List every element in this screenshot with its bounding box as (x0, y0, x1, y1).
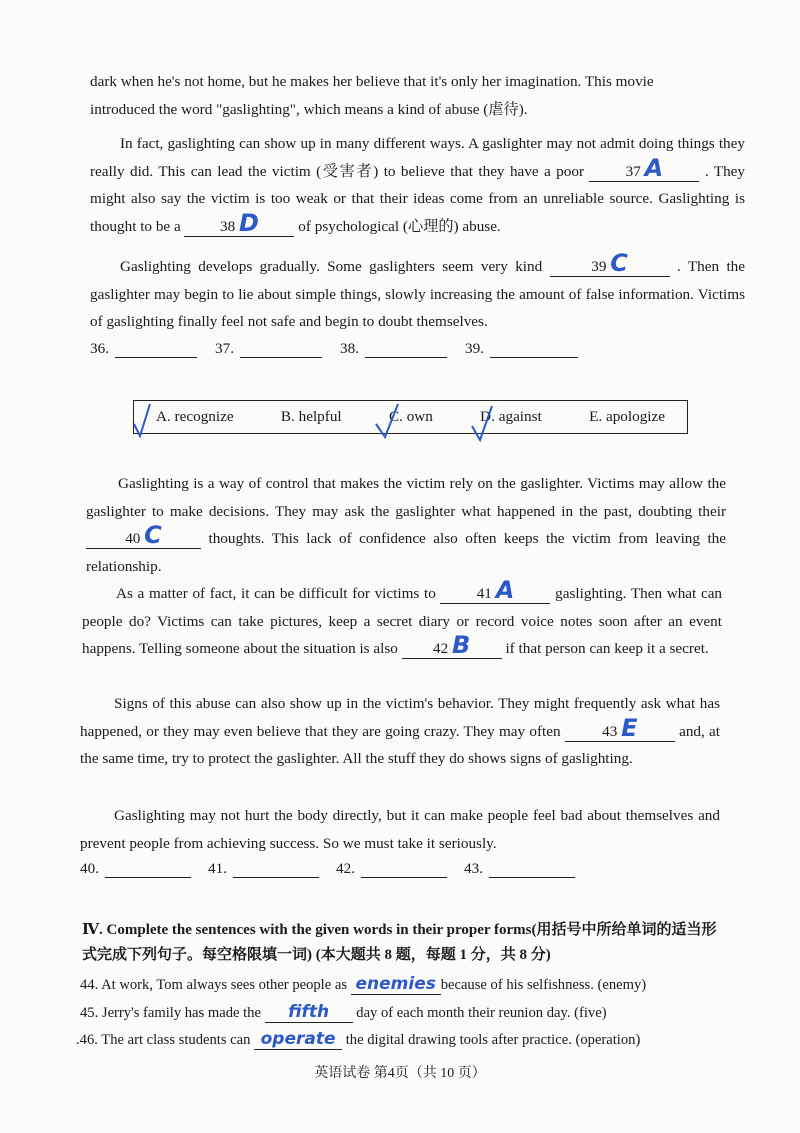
option-c: C. own (388, 408, 433, 425)
sentence-45-text-a: 45. Jerry's family has made the (80, 1005, 261, 1021)
paragraph-5-text-a: As a matter of fact, it can be difficult for victims to (116, 585, 436, 602)
answer-label-38: 38. (340, 340, 359, 357)
sentence-44 (80, 972, 646, 998)
answer-label-36: 36. (90, 340, 109, 357)
blank-42-number: 42 (433, 640, 449, 657)
handwritten-answer-41: A (495, 576, 515, 604)
blank-38-number: 38 (220, 217, 236, 235)
paragraph-4-text-a: Gaslighting is a way of control that makes the victim rely on the gaslighter. Victims may allow the gaslighter to make decisions. They may ask the gaslighter what happened in the past, doubting their (86, 475, 726, 520)
sentence-46-text-a: .46. The art class students can (76, 1032, 251, 1048)
checkmark-a-icon (134, 404, 150, 436)
handwritten-answer-39: C (610, 249, 628, 277)
blank-43-number: 43 (602, 722, 618, 740)
handwritten-answer-45: fifth (288, 1002, 330, 1022)
blank-44[interactable] (351, 975, 441, 995)
paragraph-6 (80, 690, 720, 773)
option-e: E. apologize (589, 408, 665, 425)
blank-46[interactable] (254, 1030, 342, 1050)
handwritten-answer-42: B (452, 631, 471, 659)
answer-row-40-43 (80, 860, 592, 878)
handwritten-answer-43: E (621, 713, 638, 742)
sentence-46-text-b: the digital drawing tools after practice. (operation) (345, 1032, 641, 1048)
paragraph-1-line-2: introduced the word "gaslighting", which means a kind of abuse (虐待). (90, 100, 528, 118)
answer-label-42: 42. (336, 860, 355, 877)
paragraph-3-text-a: Gaslighting develops gradually. Some gaslighters seem very kind (120, 258, 543, 275)
paragraph-4 (86, 470, 726, 580)
option-a: A. recognize (156, 408, 234, 425)
option-b: B. helpful (280, 408, 342, 425)
answer-label-40: 40. (80, 860, 99, 877)
answer-label-43: 43. (464, 860, 483, 877)
paragraph-5-text-e: if that person can keep it a secret. (505, 640, 709, 657)
blank-37-number: 37 (625, 162, 641, 180)
answer-line-40[interactable] (80, 860, 208, 878)
answer-label-41: 41. (208, 860, 227, 877)
paragraph-2-text-a: In fact, gaslighting can show up in many different ways. A gaslighter may not admit doing things they really did. This can lead the victim (受害者) to believe that they have a poor (90, 135, 745, 180)
sentence-45 (80, 1000, 607, 1026)
checkmark-c-icon (376, 404, 398, 437)
section-4-title: Ⅳ. Complete the sentences with the given words in their proper forms(用括号中所给单词的适当形式完成下列句子。每空格限填一词) (本大题共 8 题，每题 1 分，共 8 分) (82, 922, 717, 963)
sentence-45-text-b: day of each month their reunion day. (five) (356, 1005, 607, 1021)
paragraph-3-text-c: . Then the gaslighter may begin to lie about simple things, slowly increasing the amount of false information. Victims of gaslighting finally feel not safe and begin to doubt themselves. (90, 258, 745, 330)
answer-line-43[interactable] (464, 860, 592, 878)
paragraph-6-text-c: and, at the same time, try to protect the gaslighter. All the stuff they do shows signs of gaslighting. (80, 722, 721, 767)
paragraph-7-text: Gaslighting may not hurt the body directly, but it can make people feel bad about themselves and prevent people from achieving success. So we must take it seriously. (80, 807, 720, 852)
paragraph-2-text-c: . They might also say the victim is too weak or that their ideas come from an unreliable source. Gaslighting is thought to be a (90, 162, 746, 235)
handwritten-answer-38: D (239, 208, 259, 237)
answer-label-37: 37. (215, 340, 234, 357)
paragraph-5-text-c: gaslighting. Then what can people do? Victims can take pictures, keep a secret diary or record voice notes soon after an event happens. Telling someone about the situation is also (82, 585, 723, 657)
paragraph-7 (80, 802, 720, 857)
blank-39-number: 39 (591, 258, 607, 275)
handwritten-answer-46: operate (260, 1029, 336, 1049)
blank-43 (565, 713, 675, 742)
paragraph-2-text-e: of psychological (心理的) abuse. (298, 217, 501, 235)
blank-40-number: 40 (125, 530, 141, 547)
handwritten-answer-37: A (644, 153, 664, 182)
handwritten-answer-40: C (144, 521, 162, 549)
answer-line-42[interactable] (336, 860, 464, 878)
paragraph-6-text-a: Signs of this abuse can also show up in the victim's behavior. They might frequently ask what has happened, or they may even believe that they are going crazy. They may often (80, 695, 720, 740)
blank-45[interactable] (265, 1003, 353, 1023)
sentence-44-text-b: because of his selfishness. (enemy) (440, 977, 647, 993)
handwritten-answer-44: enemies (355, 974, 436, 994)
answer-line-41[interactable] (208, 860, 336, 878)
blank-40 (86, 521, 201, 549)
blank-41-number: 41 (476, 585, 492, 602)
paragraph-1-line-1: dark when he's not home, but he makes her believe that it's only her imagination. This movie (90, 73, 654, 90)
paragraph-4-text-c: thoughts. This lack of confidence also often keeps the victim from leaving the relationship. (86, 530, 727, 575)
sentence-46 (76, 1027, 640, 1053)
paragraph-5 (82, 576, 723, 663)
page-footer: 英语试卷 第4页（共 10 页） (314, 1066, 486, 1081)
blank-42 (402, 631, 502, 659)
answer-label-39: 39. (465, 340, 484, 357)
blank-41 (440, 576, 550, 604)
option-d: D. against (480, 408, 542, 425)
checkmark-d-icon (472, 406, 492, 440)
sentence-44-text-a: 44. At work, Tom always sees other people as (80, 977, 348, 993)
